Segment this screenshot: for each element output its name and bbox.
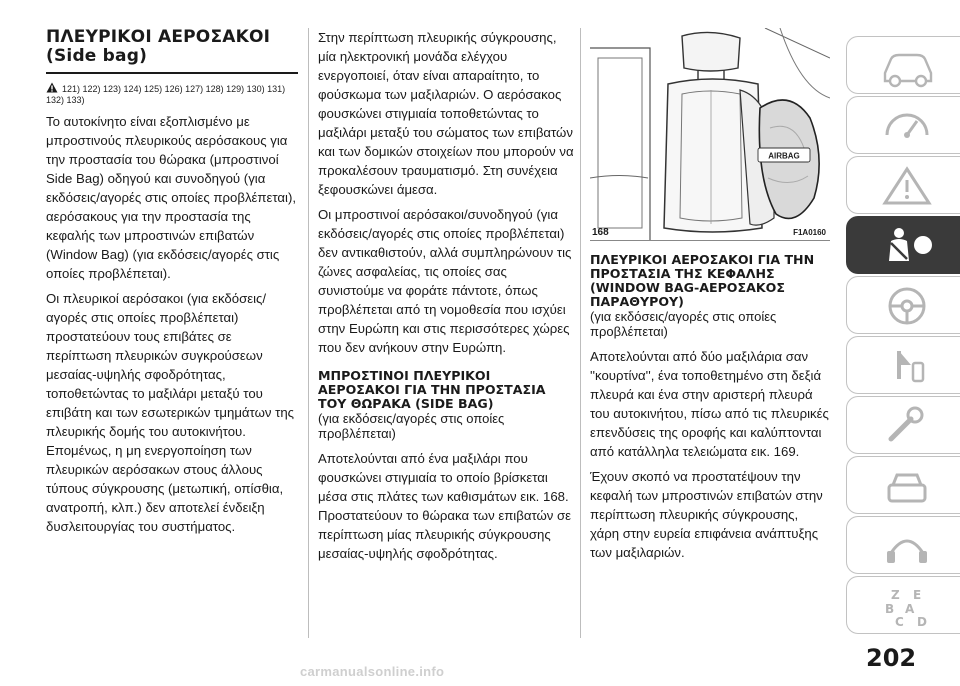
section-title	[46, 28, 298, 66]
title-rule	[46, 72, 298, 74]
car-icon	[877, 43, 937, 89]
paragraph: Οι πλευρικοί αερόσακοι (για εκδόσεις/αγορές στις οποίες προβλέπεται) προστατεύουν τους επιβάτες σε περίπτωση πλευρικών συγκρούσεων μεσαίας-υψηλής σφοδρότητας, τοποθετώντας το μαξιλάρι μεταξύ του επιβάτη και των εσωτερικών τμημάτων της πλευρικής δομής του αυτοκινήτου. Επομένως, η μη ενεργοποίηση των πλευρικών αερόσακων στους άλλους τύπους σύγκρουσης (μετωπική, οπίσθια, ανατροπή, κλπ.) δεν αποτελεί ένδειξη δυσλειτουργίας του συστήματος.	[46, 291, 295, 534]
dashboard-icon	[877, 103, 937, 149]
chapter-tab-emergency[interactable]	[846, 336, 960, 394]
column-3	[590, 28, 830, 568]
paragraph: Αποτελούνται από δύο μαξιλάρια σαν ''κουρτίνα'', ένα τοποθετημένο στη δεξιά πλευρά και ένα στην αριστερή πλευρά του αυτοκινήτου, πίσω από τις πλευρικές επενδύσεις της οροφής και καλύπτονται από κατάλληλα τελειώματα εικ. 169.	[590, 349, 829, 459]
svg-text:C: C	[895, 615, 904, 629]
chapter-tab-maintenance[interactable]	[846, 396, 960, 454]
chapter-tab-instruments[interactable]	[846, 96, 960, 154]
warning-references-text: 121) 122) 123) 124) 125) 126) 127) 128) 129) 130) 131) 132) 133)	[46, 84, 286, 105]
multimedia-icon	[877, 523, 937, 569]
technical-data-icon	[877, 463, 937, 509]
steering-wheel-icon	[877, 283, 937, 329]
subsection-title: ΜΠΡΟΣΤΙΝΟΙ ΠΛΕΥΡΙΚΟΙ ΑΕΡΟΣΑΚΟΙ ΓΙΑ ΤΗΝ ΠΡΟΣΤΑΣΙΑ ΤΟΥ ΘΩΡΑΚΑ (SIDE BAG)	[318, 368, 546, 411]
chapter-tab-safety[interactable]	[846, 216, 960, 274]
figure-code: F1A0160	[793, 228, 826, 237]
section-title-line-1: ΠΛΕΥΡΙΚΟΙ ΑΕΡΟΣΑΚΟΙ	[46, 27, 271, 47]
chapter-tab-car[interactable]	[846, 36, 960, 94]
chapter-tab-multimedia[interactable]	[846, 516, 960, 574]
subsection-note: (για εκδόσεις/αγορές στις οποίες προβλέπεται)	[318, 411, 505, 441]
warning-references	[46, 82, 298, 106]
airbag-label: AIRBAG	[768, 151, 800, 161]
svg-text:D: D	[917, 615, 927, 629]
column-1	[46, 28, 298, 542]
paragraph: Οι μπροστινοί αερόσακοι/συνοδηγού (για εκδόσεις/αγορές στις οποίες προβλέπεται) δεν αντικαθιστούν, αλλά συμπληρώνουν τις ζώνες ασφαλείας, τις οποίες σας συνιστούμε να φοράτε πάντοτε, όπως προβλέπεται από τη νομοθεσία που ισχύει στην Ευρώπη και στις περισσότερες χώρες που δεν ανήκουν στην Ευρώπη.	[318, 207, 572, 355]
paragraph: Έχουν σκοπό να προστατέψουν την κεφαλή των μπροστινών επιβατών στην περίπτωση πλευρικής σύγκρουσης, χάρη στην ευρεία επιφάνεια ανάπτυξης των μαξιλαριών.	[590, 469, 823, 560]
emergency-icon	[877, 343, 937, 389]
subsection-note: (για εκδόσεις/αγορές στις οποίες προβλέπεται)	[590, 309, 777, 339]
paragraph: Στην περίπτωση πλευρικής σύγκρουσης, μία ηλεκτρονική μονάδα ελέγχου ενεργοποιεί, όταν είναι απαραίτητο, το φούσκωμα των μαξιλαριών. Ο αερόσακος φουσκώνει στιγμιαία τοποθετώντας το μαξιλάρι μεταξύ του σώματος των επιβατών και των δομικών στοιχείων που μπορούν να προκαλέσουν τραυματισμό. Στη συνέχεια ξεφουσκώνει άμεσα.	[318, 30, 574, 197]
alphabet-index-icon	[877, 583, 937, 629]
svg-text:Z: Z	[891, 588, 900, 602]
column-separator	[308, 28, 309, 638]
svg-text:B: B	[885, 602, 895, 616]
seat-airbag-illustration	[590, 28, 830, 240]
figure-168	[590, 28, 830, 241]
seatbelt-airbag-icon	[877, 223, 937, 269]
watermark: carmanualsonline.info	[300, 664, 445, 679]
column-2	[318, 28, 574, 569]
page-number: 202	[866, 644, 917, 672]
warning-light-icon	[877, 163, 937, 209]
chapter-tab-index[interactable]	[846, 576, 960, 634]
paragraph: Το αυτοκίνητο είναι εξοπλισμένο με μπροστινούς πλευρικούς αερόσακους για την προστασία του θώρακα (μπροστινοί Side Bag) οδηγού και συνοδηγού (για εκδόσεις/αγορές στις οποίες προβλέπεται), αερόσακους για την προστασία της κεφαλής των μπροστινών επιβατών (Window Bag) (για εκδόσεις/αγορές στις οποίες προβλέπεται).	[46, 114, 297, 281]
section-title-line-2: (Side bag)	[46, 46, 148, 66]
chapter-tab-starting-driving[interactable]	[846, 276, 960, 334]
figure-number: 168	[592, 227, 609, 238]
svg-text:A: A	[905, 602, 915, 616]
column-separator	[580, 28, 581, 638]
chapter-tab-light-indicators[interactable]	[846, 156, 960, 214]
wrench-icon	[877, 403, 937, 449]
subsection-title: ΠΛΕΥΡΙΚΟΙ ΑΕΡΟΣΑΚΟΙ ΓΙΑ ΤΗΝ ΠΡΟΣΤΑΣΙΑ ΤΗΣ ΚΕΦΑΛΗΣ (WINDOW BAG-ΑΕΡΟΣΑΚΟΣ ΠΑΡΑΘΥΡΟΥ)	[590, 252, 815, 309]
warning-triangle-icon	[46, 82, 58, 93]
svg-text:E: E	[913, 588, 922, 602]
paragraph: Αποτελούνται από ένα μαξιλάρι που φουσκώνει στιγμιαία το οποίο βρίσκεται μέσα στις πλάτες των καθισμάτων εικ. 168. Προστατεύουν το θώρακα των επιβατών σε περίπτωση μίας πλευρικής σύγκρουσης μεσαίας-υψηλής σφοδρότητας.	[318, 451, 572, 561]
chapter-tab-technical-data[interactable]	[846, 456, 960, 514]
